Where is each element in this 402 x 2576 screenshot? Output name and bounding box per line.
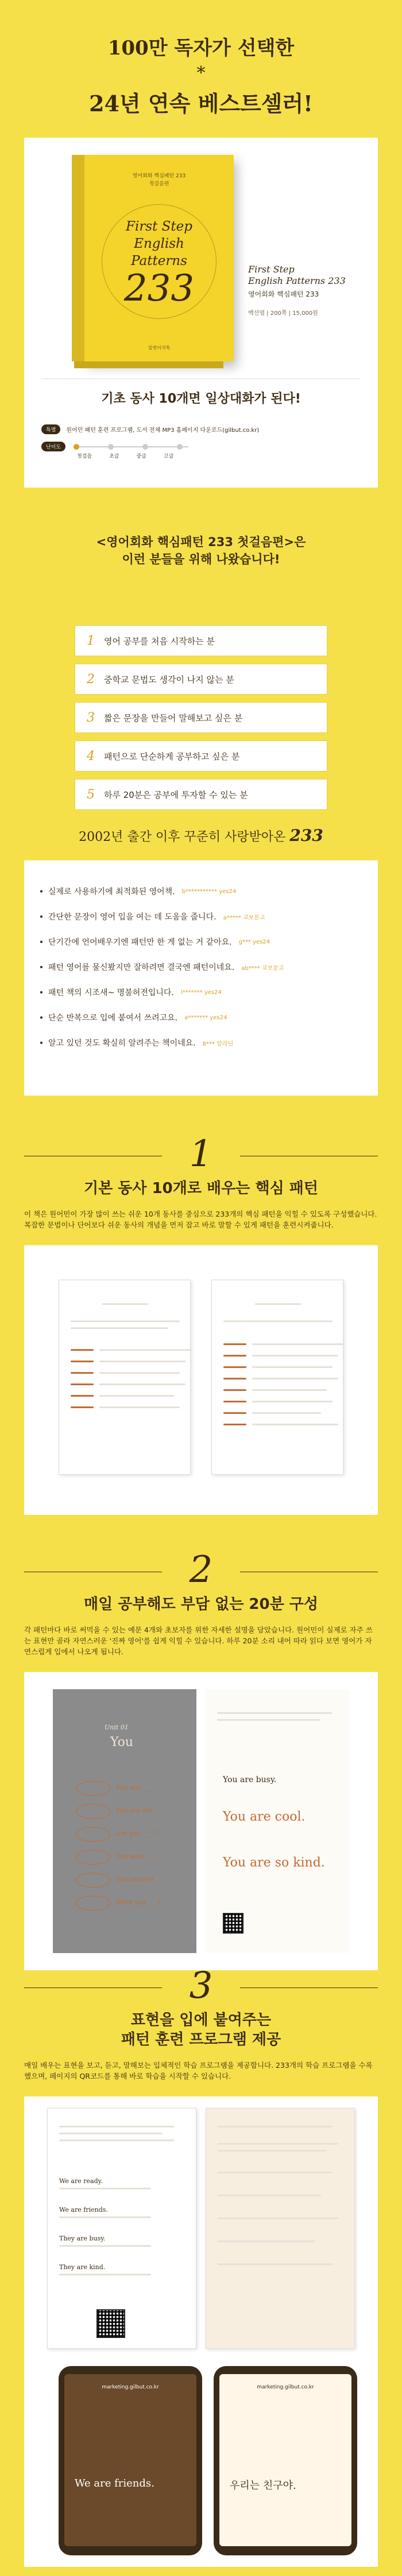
section-title-line-2: 패턴 훈련 프로그램 제공 <box>121 2031 281 2048</box>
level-row <box>41 442 188 451</box>
review-item <box>40 904 362 929</box>
qr-code-icon[interactable] <box>223 1913 243 1934</box>
book-cover-top-text: 영어회화 핵심패턴 233 첫걸음편 <box>132 173 186 187</box>
level-labels <box>77 452 173 459</box>
section-number: 2 <box>0 1549 402 1591</box>
phone-mockup-right <box>214 2366 357 2555</box>
phone-screen <box>64 2374 196 2546</box>
pattern-line: Are you ___? <box>116 1830 156 1837</box>
feature-row <box>41 424 259 434</box>
level-label: 중급 <box>136 454 146 459</box>
review-item <box>40 980 362 1005</box>
item-text: 짧은 문장을 만들어 말해보고 싶은 분 <box>104 712 243 723</box>
unit-word: You <box>110 1735 134 1749</box>
example-sentence: They are busy. <box>59 2235 106 2242</box>
intro-line-2: 이런 분들을 위해 나왔습니다! <box>122 552 280 566</box>
level-dot-3 <box>142 444 148 450</box>
intro-text <box>0 533 402 568</box>
bullet-icon <box>40 991 42 993</box>
intro-line-1: <영어회화 핵심패턴 233 첫걸음편>은 <box>96 535 306 549</box>
list-item <box>75 625 327 656</box>
bullet-icon <box>40 941 42 943</box>
example-sentence: We are ready. <box>59 2177 103 2185</box>
review-text: 실제로 사용하기에 최적화된 영어책. <box>48 887 175 897</box>
book-cover-number: 233 <box>123 267 195 310</box>
phone-sentence: 우리는 친구야. <box>230 2480 296 2492</box>
review-user: l******* yes24 <box>180 989 222 996</box>
hero-headline-1: 100만 독자가 선택한 <box>107 37 295 60</box>
review-user: a***** 교보문고 <box>223 914 265 921</box>
reviews-box <box>24 860 378 1096</box>
list-item <box>75 664 327 695</box>
phone-mockup-left <box>59 2366 202 2555</box>
section-number: 3 <box>0 1965 402 2007</box>
list-item <box>75 779 327 810</box>
url-bar[interactable]: marketing.gilbut.co.kr <box>102 2384 159 2390</box>
item-number: 4 <box>87 749 95 763</box>
review-text: 단기간에 언어배우기엔 패턴만 한 게 없는 거 같아요. <box>48 938 232 947</box>
review-user: 8*** 알라딘 <box>202 1040 234 1047</box>
feature-pill: 특별 <box>41 424 60 434</box>
review-user: g*** yes24 <box>238 938 270 945</box>
level-pill: 난이도 <box>41 442 65 451</box>
section-description: 각 패턴마다 바로 써먹을 수 있는 예문 4개와 초보자를 위한 자세한 설명을 담았습니다. 원어민이 실제로 자주 쓰는 표현만 골라 자연스러운 '진짜 영어'를 쉽게 익힐 수 있습니다. 하루 20분 소리 내어 따라 읽다 보면 영어가 자연스럽게 입에서 나오게 됩니다. <box>24 1626 373 1656</box>
reviews-heading-number: 233 <box>289 826 323 845</box>
review-text: 알고 있던 것도 확실히 알려주는 책이네요. <box>48 1039 196 1048</box>
item-number: 1 <box>87 633 95 648</box>
review-user: b*********** yes24 <box>181 888 237 895</box>
level-dot-1 <box>74 444 79 450</box>
reviews-heading <box>0 826 402 845</box>
review-item <box>40 929 362 954</box>
review-item <box>40 954 362 980</box>
book-card <box>24 138 378 488</box>
review-item <box>40 1030 362 1055</box>
section-description: 매일 배우는 표현을 보고, 듣고, 말해보는 입체적인 학습 프로그램을 제공합니다. 233개의 학습 프로그램을 수록했으며, 페이지의 QR코드를 통해 바로 학습을 시작할 수 있습니다. <box>24 2061 373 2080</box>
book-cover-image <box>84 155 234 361</box>
book-cover-publisher: 길벗이지톡 <box>148 345 171 350</box>
bullet-icon <box>40 915 42 918</box>
pattern-line: Were you ___? <box>116 1899 161 1906</box>
review-user: ab**** 교보문고 <box>241 965 284 972</box>
review-text: 간단한 문장이 영어 입을 여는 데 도움을 줍니다. <box>48 913 217 922</box>
phone-sentence: We are friends. <box>75 2477 154 2489</box>
bullet-icon <box>40 966 42 968</box>
star-icon: * <box>196 63 206 83</box>
level-dot-4 <box>177 444 183 450</box>
sample-page-left <box>53 1689 196 1953</box>
sample-page-left <box>47 2108 196 2349</box>
feature-section-3 <box>0 1965 402 2567</box>
level-label: 초급 <box>109 454 119 459</box>
example-sentence: They are kind. <box>59 2263 106 2271</box>
section-number: 1 <box>0 1133 402 1175</box>
item-number: 5 <box>87 787 95 802</box>
list-item <box>75 702 327 733</box>
example-sentence: You are busy. <box>223 1775 277 1784</box>
target-reader-list <box>75 625 327 817</box>
section-title: 기본 동사 10개로 배우는 핵심 패턴 <box>84 1180 318 1197</box>
pattern-line: You are not ___ <box>116 1807 164 1814</box>
level-label: 고급 <box>163 454 174 459</box>
review-text: 패턴 영어를 물신봤지만 잘하려면 결국엔 패턴이네요. <box>48 963 235 972</box>
item-text: 중학교 문법도 생각이 나지 않는 분 <box>104 674 234 685</box>
bullet-icon <box>40 1042 42 1044</box>
reviews-heading-text: 2002년 출간 이후 꾸준히 사랑받아온 <box>79 830 286 844</box>
book-spine <box>72 155 84 361</box>
section-title: 매일 공부해도 부담 없는 20분 구성 <box>84 1596 318 1613</box>
section-title <box>0 2010 402 2049</box>
review-text: 패턴 책의 시조새~ 명불허전입니다. <box>48 988 174 997</box>
phone-screen <box>219 2374 351 2546</box>
sample-pages-image <box>24 1672 378 1970</box>
review-item <box>40 879 362 904</box>
sample-pages-image <box>24 1245 378 1515</box>
section-description: 이 책은 원어민이 가장 많이 쓰는 쉬운 10개 동사를 중심으로 233개의 핵심 패턴을 익힐 수 있도록 구성했습니다. 복잡한 문법이나 단어보다 쉬운 동사의 개념을 먼저 잡고 바로 말할 수 있게 패턴을 훈련시켜줍니다. <box>24 1210 377 1229</box>
review-text: 단순 반복으로 입에 붙여서 쓰려고요. <box>48 1014 178 1023</box>
section-title-line-1: 표현을 입에 붙여주는 <box>130 2012 272 2029</box>
list-item <box>75 741 327 771</box>
book-info-title-2: English Patterns 233 <box>248 275 346 286</box>
example-sentence: We are friends. <box>59 2206 108 2213</box>
review-item <box>40 1005 362 1030</box>
item-text: 하루 20분은 공부에 투자할 수 있는 분 <box>104 789 248 800</box>
bullet-icon <box>40 1016 42 1019</box>
book-info-price: 백선엽 | 200쪽 | 15,000원 <box>248 310 318 317</box>
item-number: 2 <box>87 672 95 687</box>
unit-label: Unit 01 <box>105 1724 129 1731</box>
sample-pages-image <box>24 2096 378 2567</box>
item-text: 영어 공부를 처음 시작하는 분 <box>104 636 215 646</box>
book-info <box>248 264 363 317</box>
sample-page-right <box>206 1689 349 1953</box>
level-dot-2 <box>108 444 114 450</box>
level-track <box>74 446 188 447</box>
item-number: 3 <box>87 710 95 725</box>
feature-section-1 <box>0 1133 402 1515</box>
hero-section <box>0 0 402 648</box>
feature-section-2 <box>0 1549 402 1970</box>
pattern-line: You weren't ___ <box>116 1876 165 1883</box>
hero-tagline: 기초 동사 10개면 일상대화가 된다! <box>101 392 301 406</box>
example-sentence: You are so kind. <box>223 1856 325 1870</box>
book-info-title-1: First Step <box>248 264 295 275</box>
book-info-subtitle: 영어회화 핵심패턴 233 <box>248 290 319 298</box>
pattern-line: You are ___ <box>116 1784 152 1791</box>
feature-text: 원어민 패턴 훈련 프로그램, 도서 전체 MP3 홈페이지 다운로드(gilbut.co.kr) <box>66 427 260 434</box>
sample-page-right <box>206 2108 355 2349</box>
url-bar[interactable]: marketing.gilbut.co.kr <box>257 2384 314 2390</box>
sample-page-left <box>59 1280 191 1475</box>
qr-code-icon[interactable] <box>96 2309 125 2338</box>
item-text: 패턴으로 단순하게 공부하고 싶은 분 <box>104 751 240 762</box>
pattern-line: You were ___ <box>116 1853 157 1860</box>
example-sentence: You are cool. <box>223 1810 306 1824</box>
hero-headline-2: 24년 연속 베스트셀러! <box>89 91 313 116</box>
bullet-icon <box>40 890 42 893</box>
level-label: 첫걸음 <box>77 454 92 459</box>
sample-page-right <box>211 1280 343 1475</box>
book-cover-title: First Step English Patterns <box>126 219 192 268</box>
review-user: a******* yes24 <box>184 1014 227 1021</box>
